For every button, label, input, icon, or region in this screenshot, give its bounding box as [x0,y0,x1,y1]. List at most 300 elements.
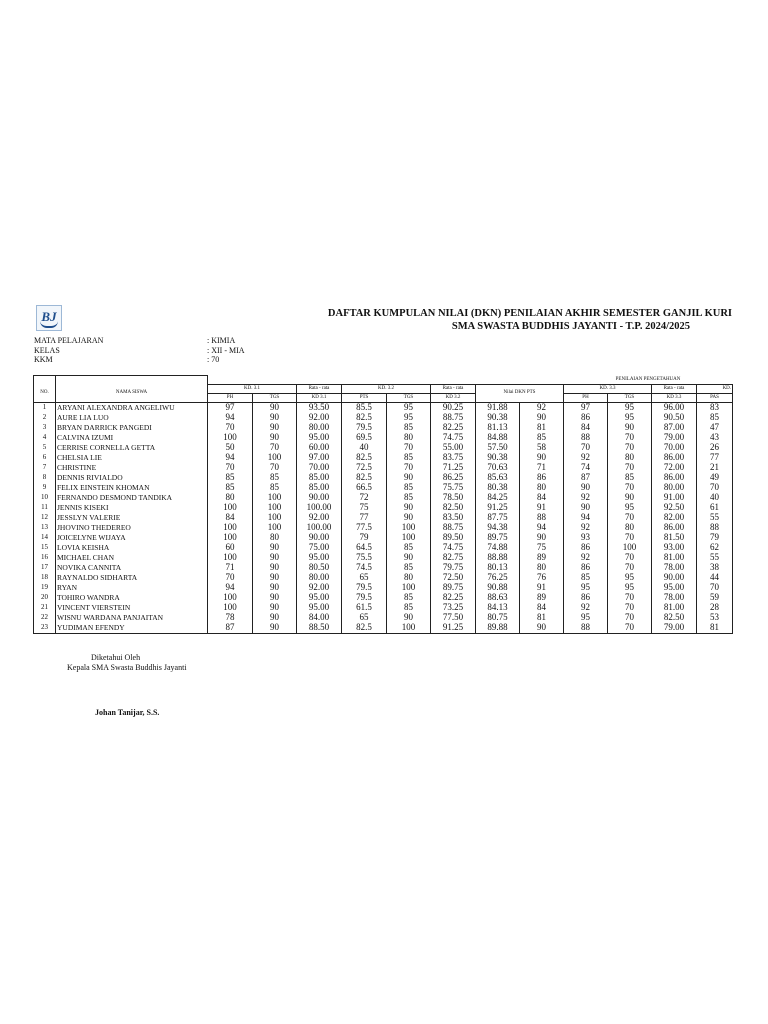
kd33-tgs: 70 [608,533,652,543]
dkn-pts-value: 80.38 [476,483,520,493]
row-number: 6 [34,453,56,463]
kd32-pts: 79.5 [342,423,387,433]
table-row [34,493,733,503]
kd33-tgs: 70 [608,593,652,603]
kd31-tgs: 90 [253,573,297,583]
header-row-groups [34,384,733,393]
row-number: 4 [34,433,56,443]
header-row-top [34,376,733,385]
kd32-tgs: 85 [387,453,431,463]
dkn-pts-value: 76.25 [476,573,520,583]
kd31-ph: 87 [208,623,253,634]
kd33-tgs: 80 [608,453,652,463]
kd32-tgs: 80 [387,573,431,583]
col-header-rata2: Rata - rata [431,384,476,393]
kd32-tgs: 90 [387,613,431,623]
kd33-tgs: 70 [608,553,652,563]
kd33-tgs: 100 [608,543,652,553]
kd32-average: 79.75 [431,563,476,573]
kd32-average: 72.50 [431,573,476,583]
kd32-tgs: 90 [387,503,431,513]
row-number: 15 [34,543,56,553]
info-value: : 70 [207,355,220,364]
student-name: NOVIKA CANNITA [56,563,208,573]
kd32-pts: 65 [342,573,387,583]
student-name: RYAN [56,583,208,593]
dkn-pts-value: 85.63 [476,473,520,483]
kd33-tgs: 90 [608,423,652,433]
kd31-ph: 85 [208,483,253,493]
row-number: 10 [34,493,56,503]
kd31-tgs: 90 [253,402,297,413]
kd33-ph: 88 [564,623,608,634]
kd31-tgs: 90 [253,423,297,433]
table-row [34,553,733,563]
student-name: MICHAEL CHAN [56,553,208,563]
dkn-pts-rounded: 76 [520,573,564,583]
kd31-ph: 100 [208,533,253,543]
kd31-ph: 94 [208,413,253,423]
dkn-pts-value: 84.88 [476,433,520,443]
row-number: 1 [34,402,56,413]
table-row [34,423,733,433]
kd31-tgs: 100 [253,453,297,463]
row-number: 20 [34,593,56,603]
kd32-pts: 74.5 [342,563,387,573]
kd32-average: 74.75 [431,433,476,443]
kd33-average: 81.00 [652,603,697,613]
dkn-pts-value: 80.75 [476,613,520,623]
dkn-pts-value: 57.50 [476,443,520,453]
kd33-ph: 87 [564,473,608,483]
kd32-pts: 66.5 [342,483,387,493]
sub-header: TGS [608,393,652,402]
table-row [34,483,733,493]
kd32-pts: 82.5 [342,413,387,423]
kd31-tgs: 90 [253,613,297,623]
kd33-tgs: 95 [608,402,652,413]
kd31-tgs: 100 [253,523,297,533]
pas-score: 70 [697,583,733,593]
sub-header: PAS [697,393,733,402]
kd32-tgs: 85 [387,423,431,433]
table-row [34,623,733,634]
kd31-ph: 70 [208,423,253,433]
kd32-pts: 72 [342,493,387,503]
kd32-average: 82.25 [431,423,476,433]
dkn-pts-rounded: 90 [520,533,564,543]
kd32-average: 82.75 [431,553,476,563]
row-number: 14 [34,533,56,543]
dkn-pts-value: 70.63 [476,463,520,473]
kd32-average: 88.75 [431,523,476,533]
student-name: FERNANDO DESMOND TANDIKA [56,493,208,503]
kd33-tgs: 80 [608,523,652,533]
kd33-tgs: 95 [608,413,652,423]
pas-score: 28 [697,603,733,613]
kd32-tgs: 80 [387,433,431,443]
row-number: 9 [34,483,56,493]
kd31-average: 90.00 [297,493,342,503]
kd33-average: 81.00 [652,553,697,563]
principal-name: Johan Tanijar, S.S. [95,708,160,717]
kd32-tgs: 85 [387,603,431,613]
pas-score: 44 [697,573,733,583]
kd32-average: 90.25 [431,402,476,413]
pas-score: 38 [697,563,733,573]
kd31-average: 90.00 [297,533,342,543]
col-header-kd-truncated: KD. [697,384,733,393]
dkn-pts-rounded: 90 [520,623,564,634]
sub-header: PTS [342,393,387,402]
kd32-average: 75.75 [431,483,476,493]
row-number: 5 [34,443,56,453]
student-name: WISNU WARDANA PANJAITAN [56,613,208,623]
kd31-ph: 97 [208,402,253,413]
kd32-tgs: 100 [387,533,431,543]
kd33-average: 86.00 [652,453,697,463]
table-row [34,573,733,583]
row-number: 17 [34,563,56,573]
sub-header: KD 3.3 [652,393,697,402]
kd32-average: 74.75 [431,543,476,553]
dkn-pts-rounded: 89 [520,593,564,603]
dkn-pts-rounded: 91 [520,583,564,593]
sub-header: PH [208,393,253,402]
kd33-tgs: 70 [608,563,652,573]
kd33-average: 70.00 [652,443,697,453]
row-number: 22 [34,613,56,623]
kd31-tgs: 80 [253,533,297,543]
kd32-pts: 75 [342,503,387,513]
kd33-ph: 86 [564,563,608,573]
dkn-pts-rounded: 88 [520,513,564,523]
row-number: 3 [34,423,56,433]
kd31-average: 88.50 [297,623,342,634]
row-number: 8 [34,473,56,483]
kd32-pts: 75.5 [342,553,387,563]
kd31-tgs: 70 [253,463,297,473]
kd32-pts: 79.5 [342,583,387,593]
kd31-average: 93.50 [297,402,342,413]
info-label: KELAS [34,346,60,355]
kd31-tgs: 90 [253,623,297,634]
dkn-pts-value: 89.88 [476,623,520,634]
dkn-pts-rounded: 90 [520,413,564,423]
dkn-pts-value: 91.88 [476,402,520,413]
kd33-average: 72.00 [652,463,697,473]
kd32-pts: 65 [342,613,387,623]
table-row [34,523,733,533]
table-row [34,453,733,463]
student-name: BRYAN DARRICK PANGEDI [56,423,208,433]
kd33-average: 92.50 [652,503,697,513]
kd31-ph: 100 [208,603,253,613]
kd33-ph: 88 [564,433,608,443]
kd33-ph: 92 [564,603,608,613]
student-name: CERRISE CORNELLA GETTA [56,443,208,453]
kd33-average: 96.00 [652,402,697,413]
kd32-pts: 85.5 [342,402,387,413]
kd31-ph: 100 [208,553,253,563]
table-row [34,433,733,443]
kd31-tgs: 85 [253,483,297,493]
dkn-pts-value: 87.75 [476,513,520,523]
kd31-average: 70.00 [297,463,342,473]
dkn-pts-value: 80.13 [476,563,520,573]
col-header-rata1: Rata - rata [297,384,342,393]
col-header-no: NO. [34,384,56,402]
student-name: CHRISTINE [56,463,208,473]
dkn-pts-rounded: 85 [520,433,564,443]
kd33-ph: 90 [564,483,608,493]
kd32-tgs: 100 [387,623,431,634]
kd33-tgs: 70 [608,463,652,473]
row-number: 12 [34,513,56,523]
kd31-tgs: 90 [253,603,297,613]
kd31-tgs: 70 [253,443,297,453]
dkn-pts-rounded: 84 [520,493,564,503]
kd31-tgs: 100 [253,503,297,513]
pas-score: 83 [697,402,733,413]
dkn-pts-rounded: 92 [520,402,564,413]
kd32-tgs: 70 [387,463,431,473]
student-name: JESSLYN VALERIE [56,513,208,523]
kd32-tgs: 95 [387,402,431,413]
kd31-ph: 71 [208,563,253,573]
kd32-average: 73.25 [431,603,476,613]
pas-score: 21 [697,463,733,473]
kd33-tgs: 95 [608,503,652,513]
kd33-tgs: 70 [608,623,652,634]
pas-score: 53 [697,613,733,623]
table-row [34,413,733,423]
kd32-pts: 64.5 [342,543,387,553]
kd31-tgs: 90 [253,543,297,553]
kd33-average: 90.50 [652,413,697,423]
dkn-pts-rounded: 80 [520,483,564,493]
col-header-kd31: KD. 3.1 [208,384,297,393]
kd31-ph: 85 [208,473,253,483]
pas-score: 77 [697,453,733,463]
table-row [34,563,733,573]
kd33-average: 82.50 [652,613,697,623]
col-header-name: NAMA SISWA [56,384,208,402]
row-number: 7 [34,463,56,473]
dkn-pts-value: 88.88 [476,553,520,563]
dkn-pts-value: 91.25 [476,503,520,513]
student-name: JOICELYNE WIJAYA [56,533,208,543]
info-value: : XII - MIA [207,346,245,355]
pas-score: 43 [697,433,733,443]
kd31-average: 97.00 [297,453,342,463]
kd32-average: 71.25 [431,463,476,473]
kd33-ph: 93 [564,533,608,543]
kd32-average: 82.50 [431,503,476,513]
table-row [34,593,733,603]
row-number: 18 [34,573,56,583]
dkn-pts-value: 90.38 [476,453,520,463]
kd33-average: 78.00 [652,593,697,603]
kd31-average: 85.00 [297,473,342,483]
table-row [34,543,733,553]
kd33-ph: 97 [564,402,608,413]
dkn-pts-value: 81.13 [476,423,520,433]
kd31-ph: 78 [208,613,253,623]
kd32-pts: 77 [342,513,387,523]
kd31-average: 100.00 [297,523,342,533]
kd31-average: 80.50 [297,563,342,573]
student-name: VINCENT VIERSTEIN [56,603,208,613]
kd31-ph: 100 [208,593,253,603]
dkn-pts-value: 74.88 [476,543,520,553]
pas-score: 59 [697,593,733,603]
dkn-pts-rounded: 91 [520,503,564,513]
kd31-average: 95.00 [297,603,342,613]
kd33-ph: 85 [564,573,608,583]
pas-score: 47 [697,423,733,433]
kd33-average: 86.00 [652,473,697,483]
kd33-average: 91.00 [652,493,697,503]
kd33-tgs: 70 [608,483,652,493]
dkn-pts-value: 89.75 [476,533,520,543]
student-name: RAYNALDO SIDHARTA [56,573,208,583]
kd31-ph: 60 [208,543,253,553]
kd32-tgs: 85 [387,543,431,553]
dkn-pts-rounded: 71 [520,463,564,473]
dkn-pts-rounded: 94 [520,523,564,533]
info-label: MATA PELAJARAN [34,336,104,345]
kd33-ph: 92 [564,493,608,503]
table-row [34,603,733,613]
kd33-ph: 70 [564,443,608,453]
student-name: CHELSIA LIE [56,453,208,463]
kd31-tgs: 100 [253,513,297,523]
kd31-ph: 70 [208,573,253,583]
pas-score: 81 [697,623,733,634]
row-number: 21 [34,603,56,613]
table-row [34,503,733,513]
kd32-average: 78.50 [431,493,476,503]
table-row [34,513,733,523]
kd33-average: 82.00 [652,513,697,523]
table-row [34,443,733,453]
kd32-average: 82.25 [431,593,476,603]
kd31-ph: 100 [208,523,253,533]
kd31-ph: 94 [208,453,253,463]
kd32-average: 89.50 [431,533,476,543]
student-name: DENNIS RIVIALDO [56,473,208,483]
kd32-tgs: 90 [387,553,431,563]
kd31-average: 85.00 [297,483,342,493]
kd33-ph: 86 [564,543,608,553]
info-label: KKM [34,355,53,364]
dkn-pts-rounded: 58 [520,443,564,453]
kd32-tgs: 70 [387,443,431,453]
kd33-ph: 92 [564,523,608,533]
kd31-tgs: 100 [253,493,297,503]
kd32-average: 91.25 [431,623,476,634]
kd32-pts: 77.5 [342,523,387,533]
kd32-pts: 79.5 [342,593,387,603]
student-name: TOHIRO WANDRA [56,593,208,603]
row-number: 23 [34,623,56,634]
table-row [34,533,733,543]
kd32-tgs: 100 [387,523,431,533]
kd32-pts: 82.5 [342,453,387,463]
dkn-pts-rounded: 89 [520,553,564,563]
kd31-average: 95.00 [297,553,342,563]
kd31-ph: 100 [208,503,253,513]
dkn-pts-rounded: 81 [520,613,564,623]
kd32-average: 86.25 [431,473,476,483]
sub-header: TGS [253,393,297,402]
pas-score: 40 [697,493,733,503]
dkn-pts-value: 90.38 [476,413,520,423]
kd32-tgs: 85 [387,493,431,503]
pas-score: 85 [697,413,733,423]
kd31-ph: 84 [208,513,253,523]
kd32-average: 89.75 [431,583,476,593]
kd31-tgs: 90 [253,413,297,423]
dkn-pts-rounded: 80 [520,563,564,573]
sub-header: KD 3.1 [297,393,342,402]
kd31-average: 84.00 [297,613,342,623]
dkn-pts-rounded: 86 [520,473,564,483]
student-name: CALVINA IZUMI [56,433,208,443]
kd33-ph: 92 [564,553,608,563]
row-number: 11 [34,503,56,513]
section-header: PENILAIAN PENGETAHUAN [564,376,733,385]
kd33-tgs: 95 [608,583,652,593]
kd33-average: 79.00 [652,623,697,634]
kd31-tgs: 90 [253,583,297,593]
kd33-ph: 90 [564,503,608,513]
info-value: : KIMIA [207,336,236,345]
student-name: JENNIS KISEKI [56,503,208,513]
table-row [34,463,733,473]
school-logo [36,305,62,331]
kd33-average: 86.00 [652,523,697,533]
principal-role: Kepala SMA Swasta Buddhis Jayanti [67,663,187,672]
kd31-average: 80.00 [297,423,342,433]
pas-score: 26 [697,443,733,453]
kd31-average: 92.00 [297,413,342,423]
sub-header: TGS [387,393,431,402]
grades-table [33,375,733,634]
pas-score: 49 [697,473,733,483]
kd32-average: 55.00 [431,443,476,453]
kd31-ph: 70 [208,463,253,473]
kd32-tgs: 90 [387,513,431,523]
student-name: YUDIMAN EFENDY [56,623,208,634]
document-title [300,307,732,333]
dkn-pts-rounded: 75 [520,543,564,553]
kd32-tgs: 85 [387,483,431,493]
kd32-pts: 72.5 [342,463,387,473]
student-name: ARYANI ALEXANDRA ANGELIWU [56,402,208,413]
pas-score: 61 [697,503,733,513]
kd33-tgs: 70 [608,443,652,453]
kd32-average: 88.75 [431,413,476,423]
student-name: FELIX EINSTEIN KHOMAN [56,483,208,493]
pas-score: 55 [697,513,733,523]
student-name: LOVIA KEISHA [56,543,208,553]
kd33-average: 90.00 [652,573,697,583]
row-number: 16 [34,553,56,563]
title-line-2: SMA SWASTA BUDDHIS JAYANTI - T.P. 2024/2025 [451,321,690,332]
kd31-ph: 94 [208,583,253,593]
